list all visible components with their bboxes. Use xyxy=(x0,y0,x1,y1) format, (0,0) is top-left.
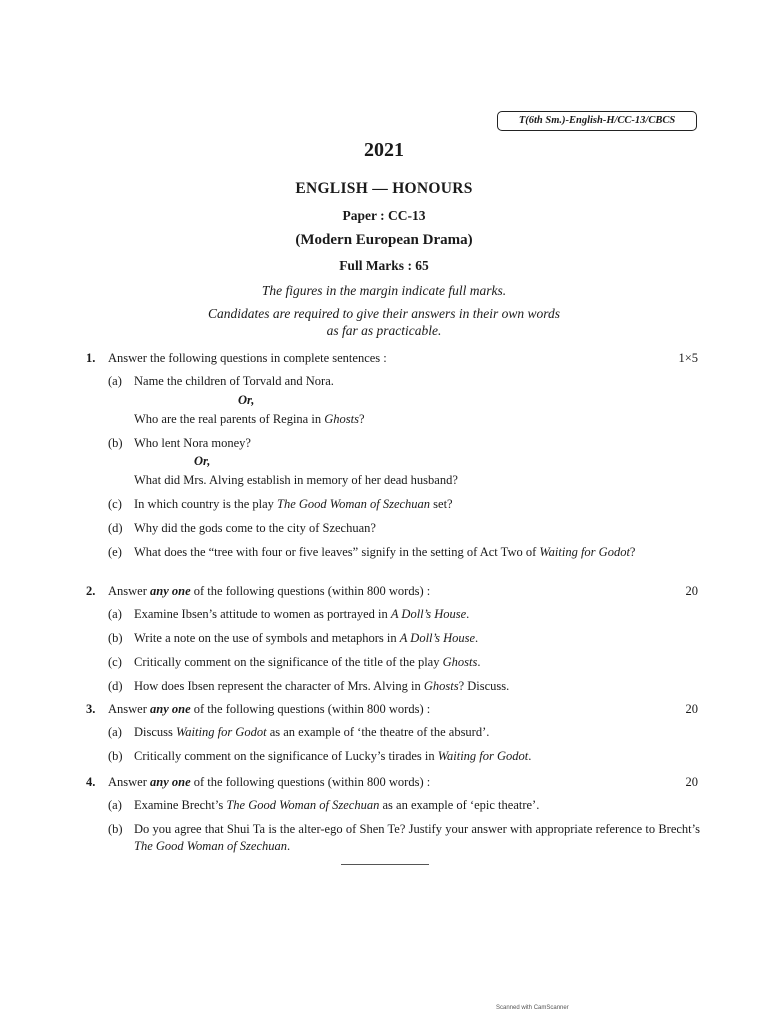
own-words-note-line2: as far as practicable. xyxy=(326,323,442,338)
question-1b-alternative xyxy=(86,472,700,489)
part-label: (b) xyxy=(108,631,123,645)
question-number: 2. xyxy=(86,584,96,598)
part-text: Examine Ibsen’s attitude to women as portrayed in xyxy=(134,607,391,621)
paper-code-box: T(6th Sm.)-English-H/CC-13/CBCS xyxy=(497,111,697,131)
part-text: Critically comment on the significance of the title of the play xyxy=(134,655,443,669)
question-2a xyxy=(86,606,700,623)
part-text: How does Ibsen represent the character of Mrs. Alving in xyxy=(134,679,424,693)
part-label: (a) xyxy=(108,607,122,621)
question-2 xyxy=(86,582,700,695)
part-text: Why did the gods come to the city of Szechuan? xyxy=(134,521,376,535)
question-2b xyxy=(86,630,700,647)
question-4 xyxy=(86,773,700,854)
part-text-tail: . xyxy=(477,655,481,669)
part-label: (e) xyxy=(108,545,122,559)
play-title: Waiting for Godot xyxy=(176,725,267,739)
play-title: Waiting for Godot xyxy=(539,545,630,559)
part-text: Discuss xyxy=(134,725,177,739)
alt-tail: ? xyxy=(358,411,365,426)
question-number: 3. xyxy=(86,702,96,716)
play-title: A Doll’s House xyxy=(399,631,476,645)
play-title: The Good Woman of Szechuan xyxy=(134,838,288,853)
margin-figures-note: The figures in the margin indicate full marks. xyxy=(261,283,507,298)
subject-title: ENGLISH — HONOURS xyxy=(295,180,473,197)
play-title: The Good Woman of Szechuan xyxy=(277,497,431,511)
question-3 xyxy=(86,700,700,765)
part-text: Write a note on the use of symbols and metaphors in xyxy=(134,631,400,645)
question-4b xyxy=(86,821,700,854)
exam-year: 2021 xyxy=(364,139,404,161)
play-title: The Good Woman of Szechuan xyxy=(226,798,380,812)
part-text-tail: as an example of ‘the theatre of the absurd’. xyxy=(266,725,490,739)
part-label: (a) xyxy=(108,725,122,739)
part-text-tail: . xyxy=(287,838,291,853)
paper-code: Paper : CC-13 xyxy=(342,208,426,223)
question-1b xyxy=(86,435,700,452)
play-title: Ghosts xyxy=(324,411,359,426)
course-title: (Modern European Drama) xyxy=(295,232,473,248)
part-label: (d) xyxy=(108,521,123,535)
part-text: Examine Brecht’s xyxy=(134,798,227,812)
question-3a xyxy=(86,724,700,741)
question-number: 4. xyxy=(86,775,96,789)
emphasis: any one xyxy=(150,702,191,716)
question-text xyxy=(108,773,430,791)
emphasis: any one xyxy=(150,584,191,598)
part-label: (a) xyxy=(108,374,122,388)
question-marks: 20 xyxy=(685,702,698,716)
question-marks: 1×5 xyxy=(678,351,698,365)
question-1d xyxy=(86,520,700,537)
question-number: 1. xyxy=(86,351,96,365)
own-words-note xyxy=(0,305,768,339)
question-text-end: of the following questions (within 800 words) : xyxy=(190,584,431,598)
part-text-tail: . xyxy=(475,631,479,645)
part-label: (b) xyxy=(108,822,123,836)
part-text: Do you agree that Shui Ta is the alter-ego of Shen Te? Justify your answer with appropriate reference to Brecht’s xyxy=(134,822,700,836)
question-text-start: Answer xyxy=(108,702,151,716)
question-marks: 20 xyxy=(685,775,698,789)
part-text-tail: . xyxy=(528,749,532,763)
part-text-tail: as an example of ‘epic theatre’. xyxy=(379,798,540,812)
part-label: (d) xyxy=(108,679,123,693)
part-text-tail: ? xyxy=(629,545,636,559)
question-1c xyxy=(86,496,700,513)
play-title: Ghosts xyxy=(423,679,459,693)
scanner-watermark: Scanned with CamScanner xyxy=(496,1005,569,1011)
part-label: (b) xyxy=(108,749,123,763)
play-title: A Doll’s House xyxy=(390,607,467,621)
question-1 xyxy=(86,349,700,561)
question-2d xyxy=(86,678,700,695)
part-label: (c) xyxy=(108,655,122,669)
question-1e xyxy=(86,544,700,561)
part-text: Who lent Nora money? xyxy=(134,435,251,450)
end-divider xyxy=(341,864,429,865)
alt-text: What did Mrs. Alving establish in memory of her dead husband? xyxy=(134,473,458,487)
alt-text: Who are the real parents of Regina in xyxy=(134,411,325,426)
play-title: Waiting for Godot xyxy=(437,749,529,763)
question-marks: 20 xyxy=(685,584,698,598)
part-text: In which country is the play xyxy=(134,497,278,511)
full-marks: Full Marks : 65 xyxy=(339,258,429,273)
question-text-start: Answer xyxy=(108,584,151,598)
question-3b xyxy=(86,748,700,765)
part-text-tail: set? xyxy=(430,497,453,511)
question-text xyxy=(108,700,430,718)
question-text xyxy=(108,582,430,600)
play-title: Ghosts xyxy=(442,655,478,669)
question-text-end: of the following questions (within 800 words) : xyxy=(190,702,431,716)
question-1a xyxy=(86,373,700,390)
question-text: Answer the following questions in complete sentences : xyxy=(108,351,387,365)
part-label: (b) xyxy=(108,435,123,450)
part-text: Critically comment on the significance of Lucky’s tirades in xyxy=(134,749,438,763)
question-2c xyxy=(86,654,700,671)
part-text-tail: . xyxy=(466,607,470,621)
emphasis: any one xyxy=(150,775,191,789)
part-label: (a) xyxy=(108,798,122,812)
question-1a-alternative xyxy=(86,411,700,428)
part-label: (c) xyxy=(108,497,122,511)
question-text-end: of the following questions (within 800 words) : xyxy=(190,775,431,789)
question-4a xyxy=(86,797,700,814)
own-words-note-line1: Candidates are required to give their answers in their own words xyxy=(208,306,560,321)
question-text-start: Answer xyxy=(108,775,151,789)
part-text: What does the “tree with four or five leaves” signify in the setting of Act Two of xyxy=(134,545,540,559)
or-separator: Or, xyxy=(194,454,211,468)
or-separator: Or, xyxy=(238,392,255,407)
part-text-tail: ? Discuss. xyxy=(458,679,510,693)
part-text: Name the children of Torvald and Nora. xyxy=(134,374,334,388)
